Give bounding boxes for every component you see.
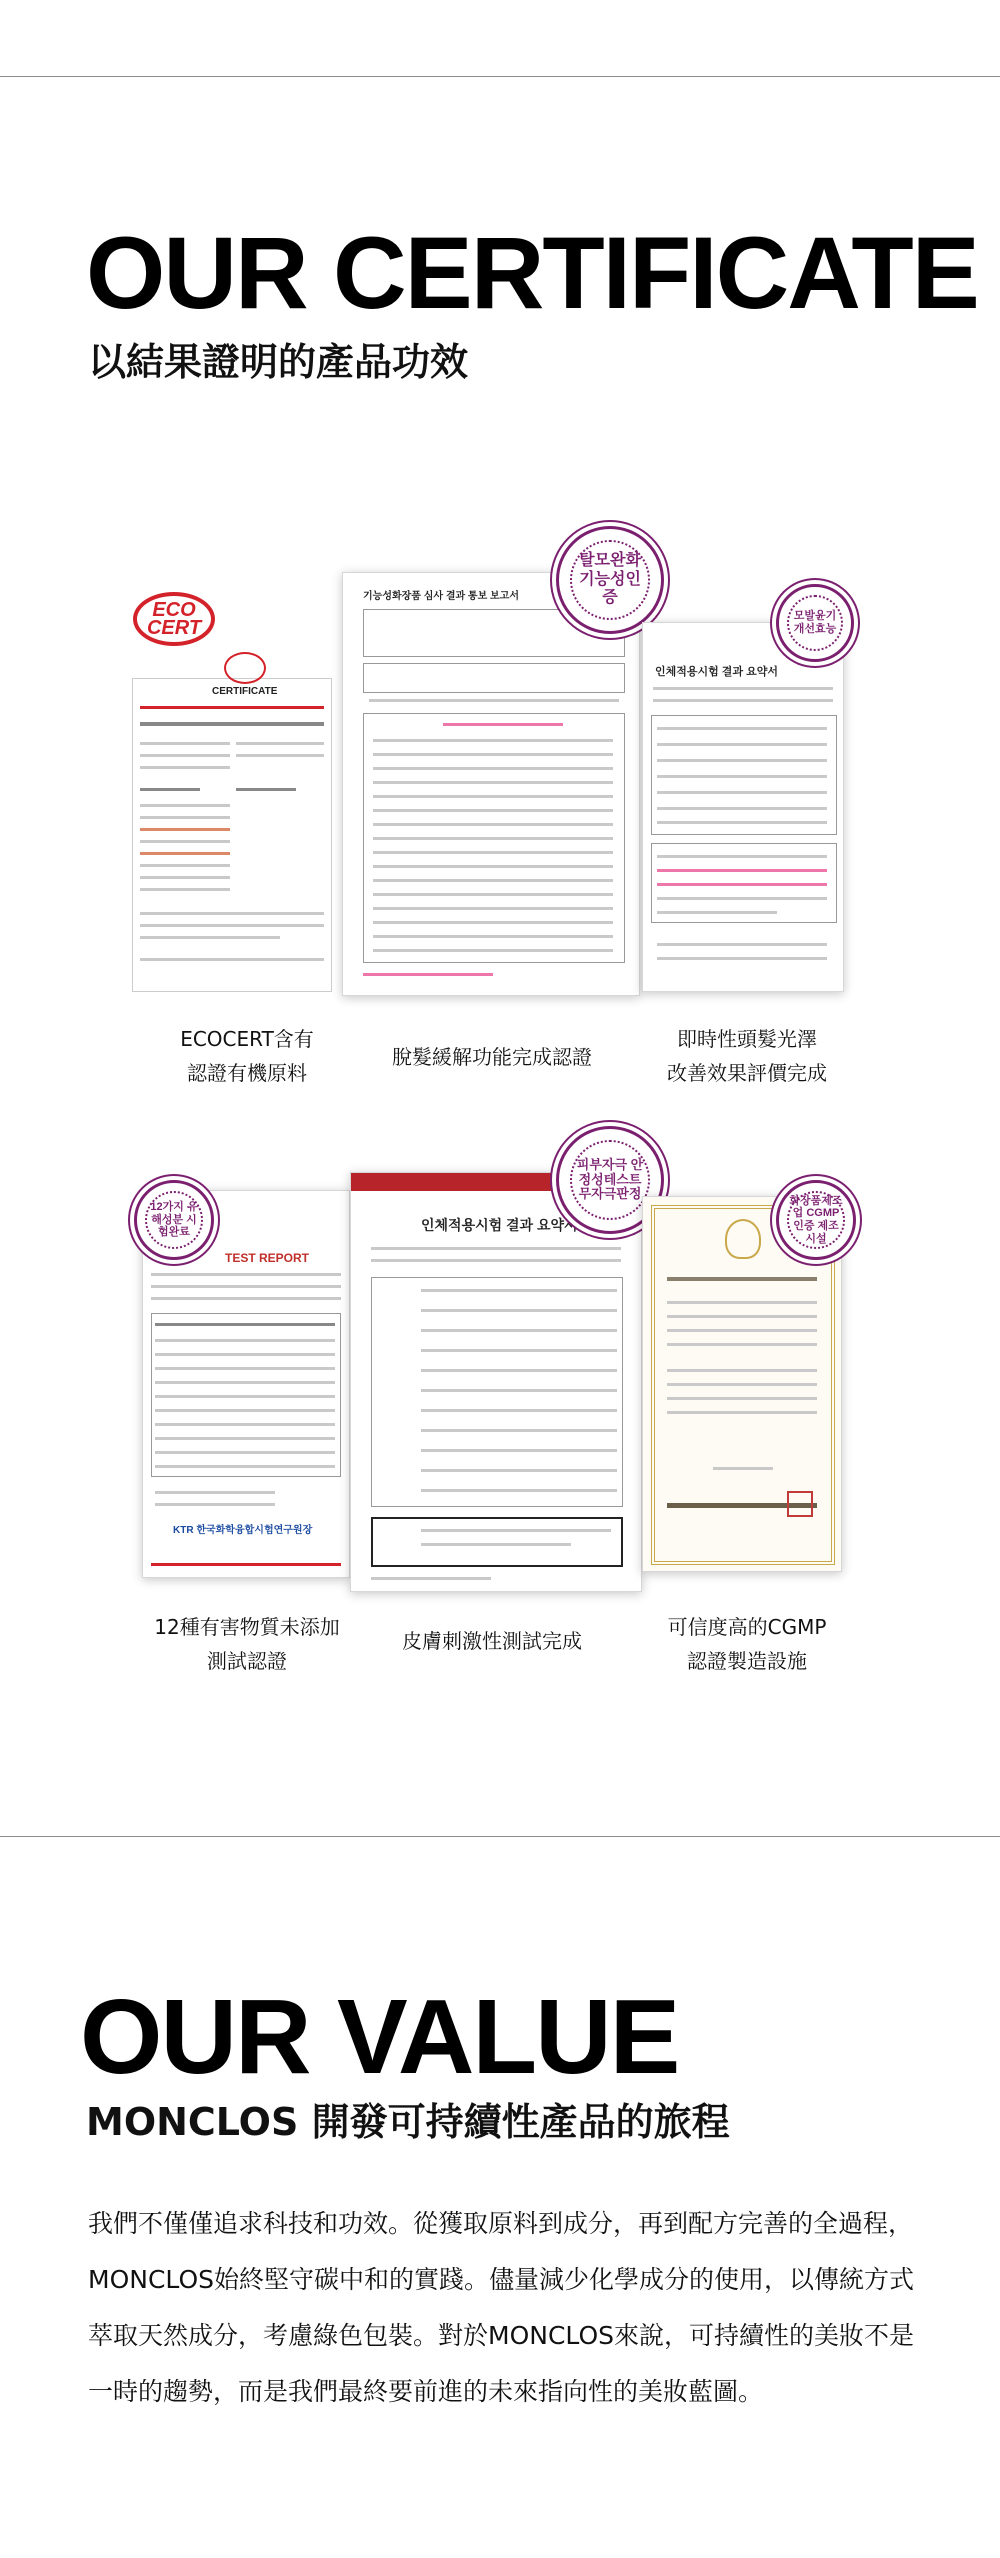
caption-skin-irritation (362, 1624, 622, 1658)
value-paragraph (88, 2196, 928, 2420)
hair-gloss-certificate-image (642, 622, 844, 992)
caption-hair-loss-line1: 脫髮緩解功能完成認證 (392, 1045, 592, 1069)
hair-gloss-badge-text: 모발윤기 개선효능 (787, 595, 843, 651)
hair-loss-badge (556, 526, 664, 634)
value-subtitle: MONCLOS 開發可持續性產品的旅程 (86, 2100, 730, 2144)
skin-irritation-report-image (350, 1172, 642, 1592)
harmful-substance-badge-text: 12가지 유해성분 시험완료 (145, 1191, 203, 1249)
caption-cgmp-line2: 認證製造設施 (687, 1649, 807, 1673)
hair-gloss-doc-heading: 인체적용시험 결과 요약서 (655, 666, 778, 678)
certificate-subtitle: 以結果證明的產品功效 (88, 340, 469, 384)
value-paragraph-line: 一時的趨勢，而是我們最終要前進的未來指向性的美妝藍圖。 (88, 2377, 764, 2406)
caption-cgmp (642, 1610, 852, 1678)
test-report-heading: TEST REPORT (225, 1251, 310, 1265)
caption-skin-irritation-line1: 皮膚刺激性測試完成 (402, 1629, 582, 1653)
section-divider (0, 1836, 1000, 1837)
caption-hair-loss (362, 1040, 622, 1074)
value-paragraph-line: 我們不僅僅追求科技和功效。從獲取原料到成分，再到配方完善的全過程， (88, 2209, 914, 2238)
caption-ecocert-line2: 認證有機原料 (187, 1061, 307, 1085)
value-title: OUR VALUE (80, 1978, 679, 2096)
caption-cgmp-line1: 可信度高的CGMP (667, 1615, 827, 1639)
hair-loss-certificate-image (342, 572, 640, 996)
caption-harmful-substance-line2: 測試認證 (207, 1649, 287, 1673)
ecocert-logo-text: ECO CERT (146, 599, 202, 639)
cgmp-badge (776, 1180, 856, 1260)
ecocert-logo (133, 592, 215, 646)
certificate-title: OUR CERTIFICATE (86, 216, 978, 330)
caption-ecocert (142, 1022, 352, 1090)
cgmp-badge-text: 화장품제조업 CGMP인증 제조시설 (787, 1191, 845, 1249)
value-paragraph-line: 萃取天然成分，考慮綠色包裝。對於MONCLOS來說，可持續性的美妝不是 (88, 2321, 914, 2350)
hair-loss-badge-text: 탈모완화 기능성인증 (570, 540, 650, 620)
ecocert-doc-heading: CERTIFICATE (212, 686, 278, 697)
caption-harmful-substance-line1: 12種有害物質未添加 (154, 1615, 340, 1639)
caption-ecocert-line1: ECOCERT含有 (180, 1027, 314, 1051)
skin-irritation-doc-heading: 인체적용시험 결과 요약서 (421, 1217, 578, 1233)
skin-irritation-badge-text: 피부자극 안정성테스트 무자극판정 (570, 1140, 650, 1220)
ktr-footer: KTR 한국화학융합시험연구원장 (173, 1525, 313, 1536)
caption-hair-gloss-line1: 即時性頭髮光澤 (677, 1027, 817, 1051)
caption-harmful-substance (132, 1610, 362, 1678)
caption-hair-gloss (642, 1022, 852, 1090)
value-paragraph-line: MONCLOS始終堅守碳中和的實踐。儘量減少化學成分的使用，以傳統方式 (88, 2265, 914, 2294)
top-divider (0, 76, 1000, 77)
hair-loss-doc-heading: 기능성화장품 심사 결과 통보 보고서 (363, 591, 520, 602)
caption-hair-gloss-line2: 改善效果評價完成 (667, 1061, 827, 1085)
harmful-substance-badge (134, 1180, 214, 1260)
hair-gloss-badge (776, 584, 854, 662)
